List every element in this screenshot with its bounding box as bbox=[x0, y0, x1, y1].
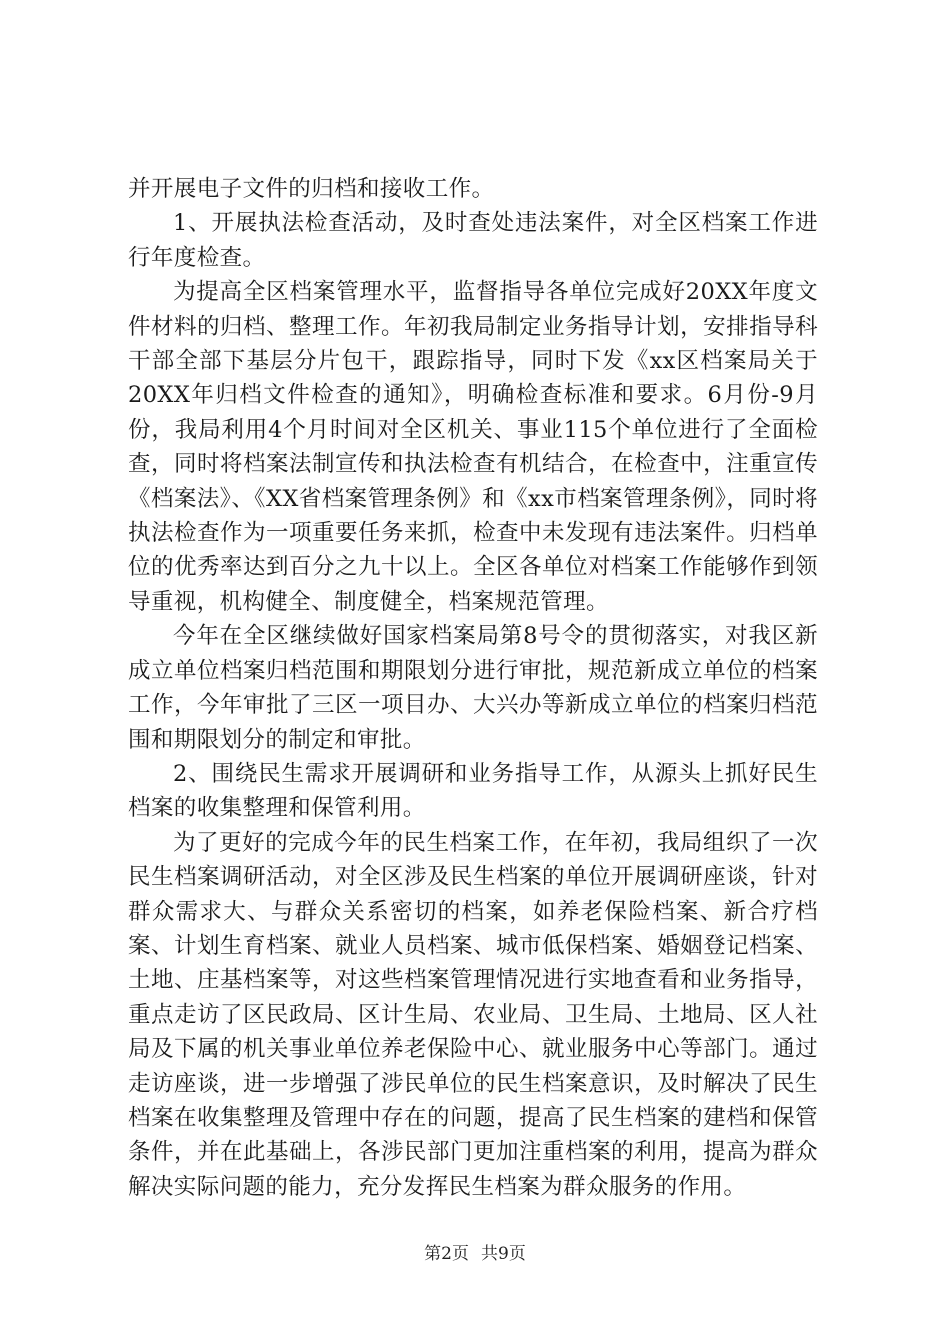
paragraph-approval: 今年在全区继续做好国家档案局第8号令的贯彻落实，对我区新成立单位档案归档范围和期限划分进行审批，规范新成立单位的档案工作，今年审批了三区一项目办、大兴办等新成立单位的档案归档范围和期限划分的制定和审批。 bbox=[128, 623, 818, 753]
document-body bbox=[128, 172, 818, 1204]
page-footer bbox=[0, 1242, 950, 1266]
paragraph-inspection: 为提高全区档案管理水平，监督指导各单位完成好20XX年度文件材料的归档、整理工作。年初我局制定业务指导计划，安排指导科干部全部下基层分片包干，跟踪指导，同时下发《xx区档案局关于20XX年归档文件检查的通知》，明确检查标准和要求。6月份-9月份，我局利用4个月时间对全区机关、事业115个单位进行了全面检查，同时将档案法制宣传和执法检查有机结合，在检查中，注重宣传《档案法》、《XX省档案管理条例》和《xx市档案管理条例》，同时将执法检查作为一项重要任务来抓，检查中未发现有违法案件。归档单位的优秀率达到百分之九十以上。全区各单位对档案工作能够作到领导重视，机构健全、制度健全，档案规范管理。 bbox=[128, 279, 818, 615]
section-heading-2: 2、围绕民生需求开展调研和业务指导工作，从源头上抓好民生档案的收集整理和保管利用。 bbox=[128, 760, 818, 822]
paragraph-livelihood: 为了更好的完成今年的民生档案工作，在年初，我局组织了一次民生档案调研活动，对全区涉及民生档案的单位开展调研座谈，针对群众需求大、与群众关系密切的档案，如养老保险档案、新合疗档案、计划生育档案、就业人员档案、城市低保档案、婚姻登记档案、土地、庄基档案等，对这些档案管理情况进行实地查看和业务指导，重点走访了区民政局、区计生局、农业局、卫生局、土地局、区人社局及下属的机关事业单位养老保险中心、就业服务中心等部门。通过走访座谈，进一步增强了涉民单位的民生档案意识，及时解决了民生档案在收集整理及管理中存在的问题，提高了民生档案的建档和保管条件，并在此基础上，各涉民部门更加注重档案的利用，提高为群众解决实际问题的能力，充分发挥民生档案为群众服务的作用。 bbox=[128, 829, 818, 1200]
paragraph-continuation: 并开展电子文件的归档和接收工作。 bbox=[128, 176, 495, 202]
page-total: 共9页 bbox=[481, 1244, 526, 1264]
page-number: 第2页 bbox=[424, 1244, 469, 1264]
section-heading-1: 1、开展执法检查活动，及时查处违法案件，对全区档案工作进行年度检查。 bbox=[128, 210, 818, 271]
